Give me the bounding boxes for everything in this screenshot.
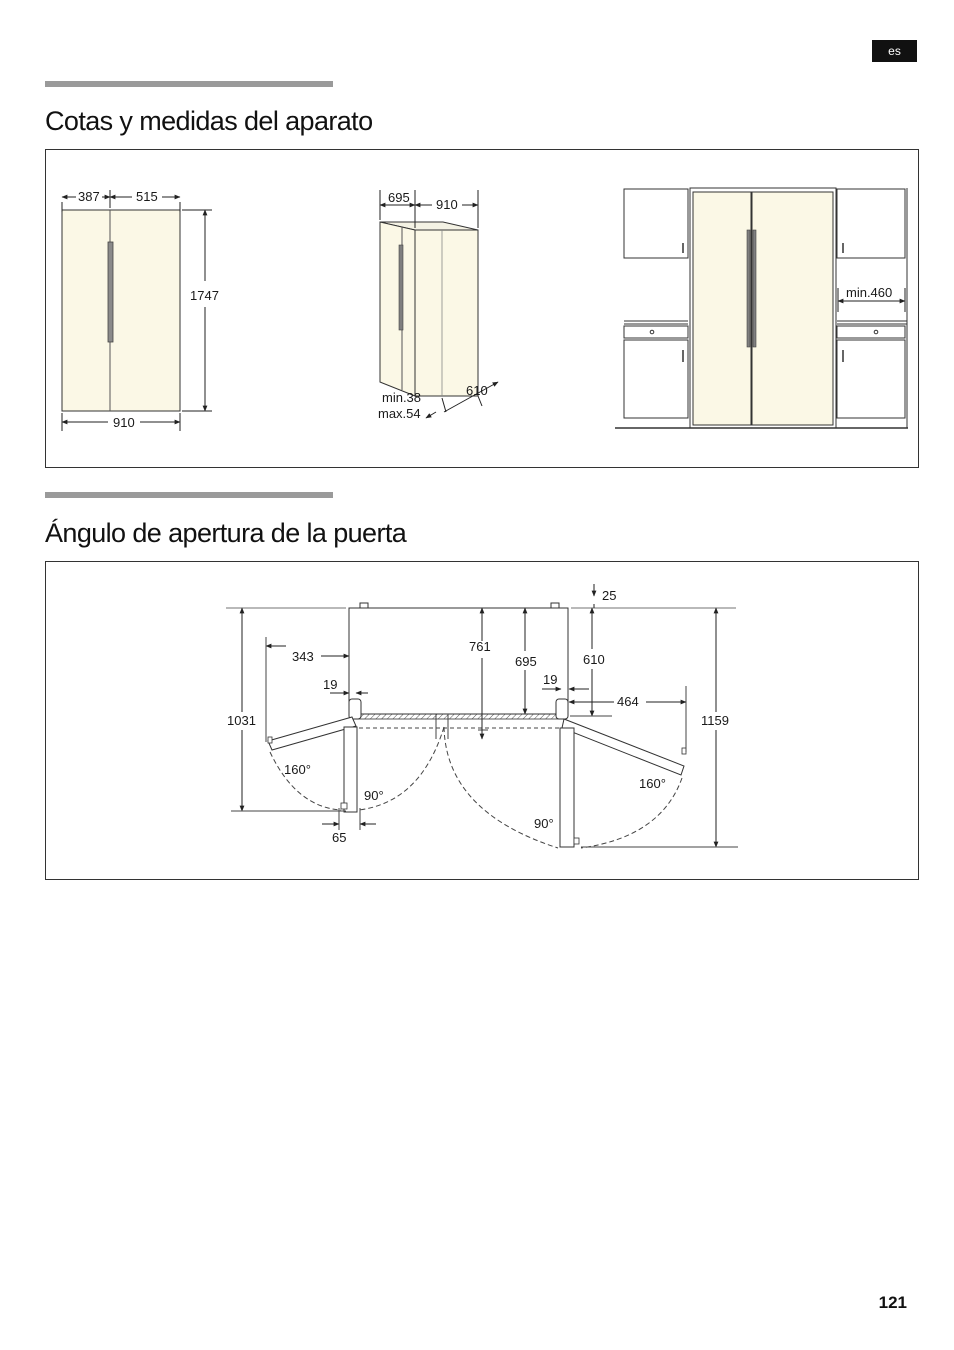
lower-cabinet-left — [624, 340, 688, 418]
dim-464: 464 — [617, 694, 639, 709]
dim-perspective-910: 910 — [436, 197, 458, 212]
dim-761: 761 — [469, 639, 491, 654]
door-angle-diagram — [46, 562, 918, 879]
hinge-top-right — [551, 603, 559, 608]
angle-160-right: 160° — [639, 776, 666, 791]
dim-19-left: 19 — [323, 677, 338, 692]
upper-cabinet-left — [624, 189, 688, 258]
dimensions-diagram — [46, 150, 918, 467]
dim-343: 343 — [292, 649, 314, 664]
dimensions-figure-panel — [45, 149, 919, 468]
dim-front-515: 515 — [136, 189, 158, 204]
perspective-handle — [399, 245, 403, 330]
dim-front-910: 910 — [113, 415, 135, 430]
dim-installation-min460: min.460 — [846, 285, 893, 300]
dim-perspective-695: 695 — [388, 190, 410, 205]
front-view-handle — [108, 242, 113, 342]
perspective-front — [380, 222, 415, 396]
page-number: 121 — [878, 1293, 907, 1312]
hinge-top-left — [360, 603, 368, 608]
dim-25: 25 — [602, 588, 617, 603]
dim-695: 695 — [515, 654, 537, 669]
appliance-door-left — [693, 192, 751, 425]
hinge-right — [556, 699, 568, 719]
right-door — [444, 699, 686, 848]
lower-cabinet-right — [837, 340, 905, 418]
dim-front-1747: 1747 — [190, 288, 219, 303]
dim-perspective-min38: min.38 — [382, 390, 422, 405]
dim-610: 610 — [583, 652, 605, 667]
dim-perspective-610: 610 — [466, 383, 488, 398]
front-view — [62, 189, 219, 431]
angle-160-left: 160° — [284, 762, 311, 777]
front-view-cabinet — [62, 210, 180, 411]
dim-65: 65 — [332, 830, 347, 845]
installation-view — [615, 188, 908, 428]
door-angle-figure-panel — [45, 561, 919, 880]
right-door-open-160 — [562, 719, 684, 775]
perspective-side — [415, 230, 478, 396]
section-rule-1 — [45, 81, 333, 87]
section-title-door-angle: Ángulo de apertura de la puerta — [45, 518, 407, 548]
section-title-dimensions: Cotas y medidas del aparato — [45, 106, 373, 136]
dim-1031: 1031 — [227, 713, 256, 728]
drawer-right — [837, 326, 905, 338]
section-rule-2 — [45, 492, 333, 498]
perspective-view — [378, 190, 498, 421]
appliance-door-right — [752, 192, 833, 425]
dim-perspective-max54: max.54 — [378, 406, 421, 421]
dim-1159: 1159 — [701, 713, 729, 728]
drawer-left — [624, 326, 688, 338]
left-door-open-90 — [344, 727, 357, 812]
dim-19-right: 19 — [543, 672, 558, 687]
dim-front-387: 387 — [78, 189, 100, 204]
hinge-left — [349, 699, 361, 719]
appliance-front-edge — [352, 714, 566, 719]
upper-cabinet-right — [837, 189, 905, 258]
angle-90-left: 90° — [364, 788, 384, 803]
language-badge: es — [872, 40, 917, 62]
right-door-open-90 — [560, 728, 574, 847]
angle-90-right: 90° — [534, 816, 554, 831]
left-door-open-160 — [268, 717, 356, 750]
